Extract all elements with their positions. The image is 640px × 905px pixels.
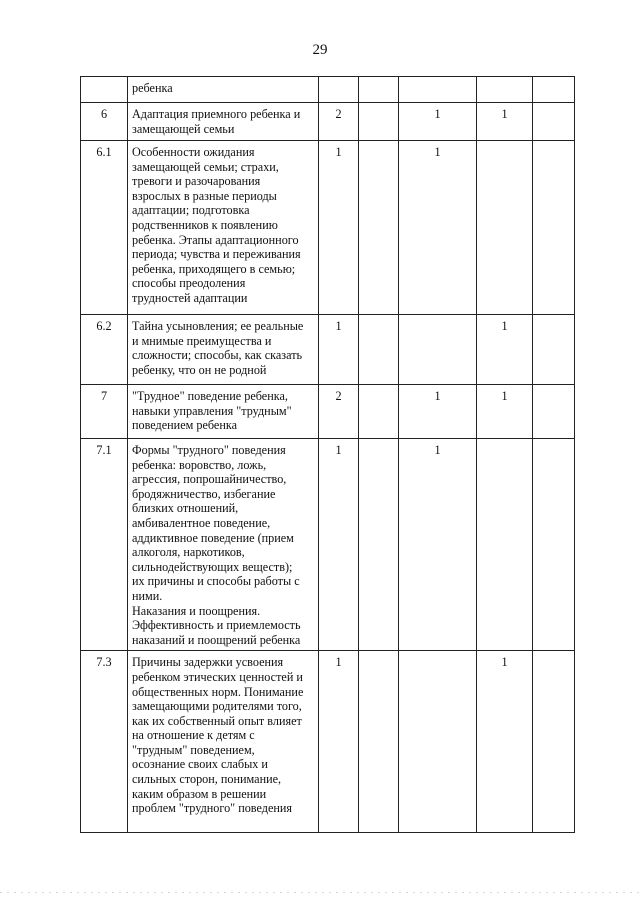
topic-line: бродяжничество, избегание — [132, 486, 276, 501]
table-row — [81, 77, 575, 103]
hours-cell: 2 — [319, 103, 359, 141]
topic-line: ребенка: воровство, ложь, — [132, 457, 267, 472]
topic-line: ними. — [132, 588, 163, 603]
hours-cell — [399, 315, 477, 385]
hours-cell — [319, 77, 359, 103]
hours-cell — [359, 651, 399, 833]
row-number: 6.2 — [81, 315, 128, 385]
row-number — [81, 77, 128, 103]
topic-line: ребенка — [132, 81, 173, 95]
hours-cell — [477, 77, 533, 103]
hours-cell: 1 — [477, 103, 533, 141]
topic-line: сильнодействующих веществ); — [132, 559, 293, 574]
hours-cell — [533, 77, 575, 103]
topic-line: трудностей адаптации — [132, 290, 248, 305]
topic-cell — [128, 315, 319, 385]
topic-line: Тайна усыновления; ее реальные — [132, 319, 304, 333]
topic-line: Адаптация приемного ребенка и — [132, 107, 301, 121]
topic-cell — [128, 651, 319, 833]
hours-cell — [533, 103, 575, 141]
hours-cell — [533, 651, 575, 833]
topic-line: их причины и способы работы с — [132, 574, 300, 589]
topic-line: ребенка. Этапы адаптационного — [132, 232, 299, 247]
topic-line: ребенка, приходящего в семью; — [132, 261, 296, 276]
hours-cell — [477, 439, 533, 651]
hours-cell: 1 — [319, 141, 359, 315]
hours-cell — [533, 385, 575, 439]
topic-line: сложности; способы, как сказать — [132, 348, 303, 363]
hours-cell — [359, 315, 399, 385]
hours-cell — [533, 141, 575, 315]
topic-line: сильных сторон, понимание, — [132, 772, 282, 787]
topic-line: Эффективность и приемлемость — [132, 618, 301, 633]
hours-cell: 1 — [399, 385, 477, 439]
row-number: 7 — [81, 385, 128, 439]
hours-cell: 1 — [477, 651, 533, 833]
hours-cell — [359, 439, 399, 651]
hours-cell: 1 — [399, 103, 477, 141]
topic-line: "Трудное" поведение ребенка, — [132, 389, 288, 403]
topic-line: родственников к появлению — [132, 217, 278, 232]
topic-line: осознание своих слабых и — [132, 757, 268, 772]
topic-line: как их собственный опыт влияет — [132, 713, 302, 728]
topic-line: Причины задержки усвоения — [132, 655, 284, 670]
hours-cell: 1 — [399, 141, 477, 315]
topic-line: навыки управления "трудным" — [132, 403, 292, 418]
topic-cell — [128, 439, 319, 651]
topic-line: на отношение к детям с — [132, 728, 255, 743]
scan-artifact — [0, 892, 640, 893]
hours-cell: 1 — [319, 439, 359, 651]
topic-line: амбивалентное поведение, — [132, 515, 271, 530]
hours-cell: 1 — [399, 439, 477, 651]
topic-cell — [128, 385, 319, 439]
topic-cell — [128, 141, 319, 315]
hours-cell — [359, 77, 399, 103]
row-number: 7.3 — [81, 651, 128, 833]
topic-line: алкоголя, наркотиков, — [132, 545, 245, 560]
table-row — [81, 439, 575, 651]
row-number: 6 — [81, 103, 128, 141]
topic-line: периода; чувства и переживания — [132, 247, 301, 262]
topic-line: близких отношений, — [132, 501, 239, 516]
topic-line: Наказания и поощрения. — [132, 603, 261, 618]
row-number: 6.1 — [81, 141, 128, 315]
topic-line: замещающими родителями того, — [132, 699, 302, 714]
hours-cell — [533, 439, 575, 651]
topic-line: Формы "трудного" поведения — [132, 443, 286, 457]
hours-cell — [477, 141, 533, 315]
topic-line: наказаний и поощрений ребенка — [132, 632, 301, 647]
topic-line: агрессия, попрошайничество, — [132, 472, 287, 487]
topic-line: тревоги и разочарования — [132, 174, 261, 189]
hours-cell: 2 — [319, 385, 359, 439]
hours-cell — [399, 77, 477, 103]
topic-line: замещающей семьи — [132, 121, 235, 136]
table-body — [81, 77, 575, 833]
topic-line: каким образом в решении — [132, 786, 267, 801]
table-row — [81, 103, 575, 141]
table-row — [81, 141, 575, 315]
topic-cell — [128, 77, 319, 103]
hours-cell: 1 — [477, 385, 533, 439]
topic-line: и мнимые преимущества и — [132, 333, 272, 348]
topic-line: "трудным" поведением, — [132, 742, 255, 757]
topic-line: ребенком этических ценностей и — [132, 669, 303, 684]
topic-line: проблем "трудного" поведения — [132, 801, 293, 816]
hours-cell — [533, 315, 575, 385]
hours-cell: 1 — [319, 651, 359, 833]
topic-line: адаптации; подготовка — [132, 203, 250, 218]
table-row — [81, 651, 575, 833]
hours-cell — [359, 385, 399, 439]
table-row — [81, 385, 575, 439]
topic-cell — [128, 103, 319, 141]
hours-cell: 1 — [477, 315, 533, 385]
topic-line: аддиктивное поведение (прием — [132, 530, 294, 545]
hours-cell: 1 — [319, 315, 359, 385]
topic-line: поведением ребенка — [132, 418, 237, 433]
topic-line: взрослых в разные периоды — [132, 188, 277, 203]
topic-line: общественных норм. Понимание — [132, 684, 304, 699]
table-row — [81, 315, 575, 385]
topic-line: способы преодоления — [132, 276, 246, 291]
curriculum-table — [80, 76, 575, 833]
row-number: 7.1 — [81, 439, 128, 651]
topic-line: ребенку, что он не родной — [132, 362, 267, 377]
topic-line: замещающей семьи; страхи, — [132, 159, 279, 174]
hours-cell — [399, 651, 477, 833]
page-number: 29 — [312, 42, 328, 58]
topic-line: Особенности ожидания — [132, 145, 255, 159]
hours-cell — [359, 141, 399, 315]
hours-cell — [359, 103, 399, 141]
